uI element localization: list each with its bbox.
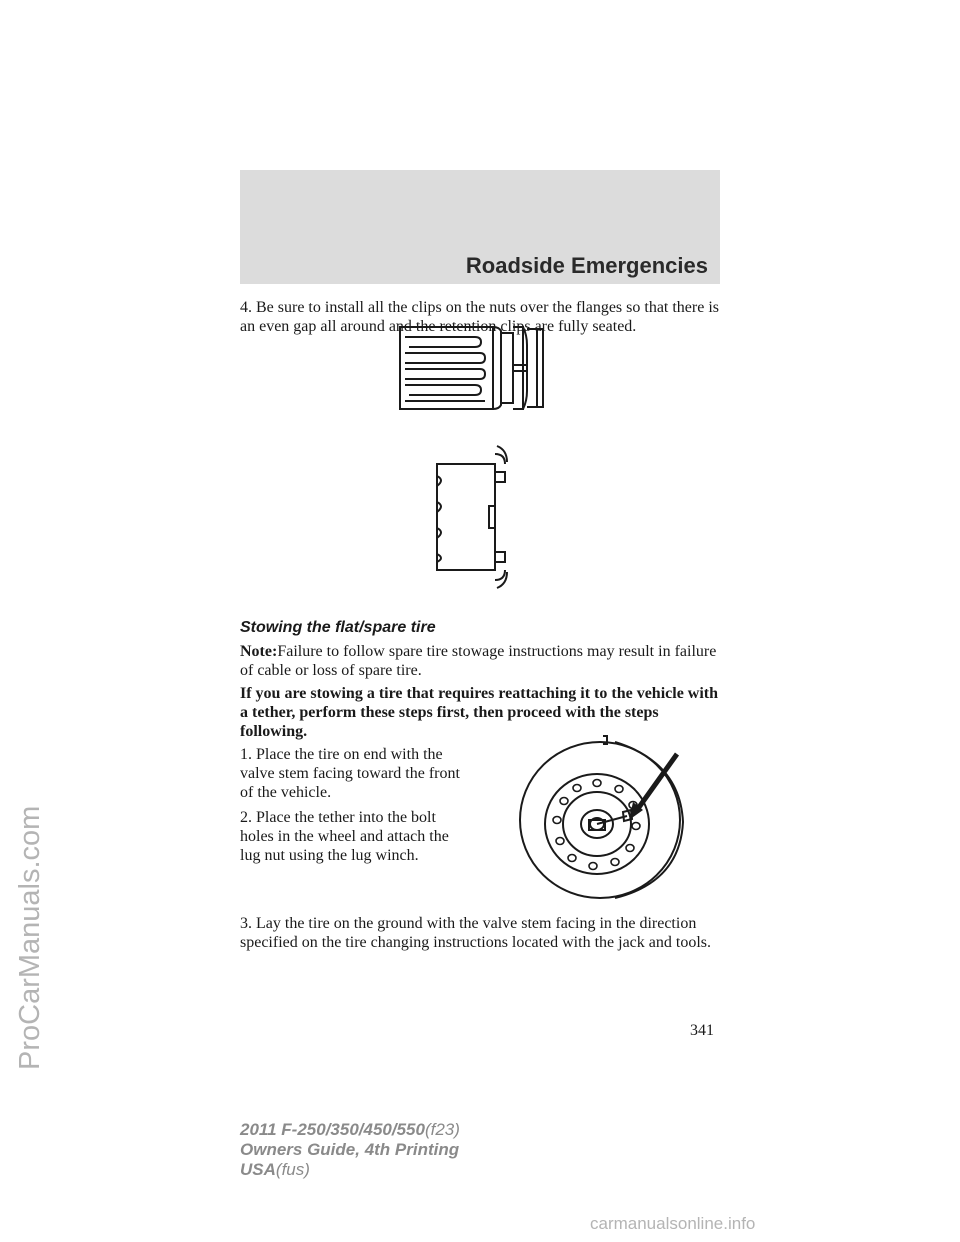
lug-nut-clip-section-illustration (425, 442, 525, 592)
header-band (240, 170, 720, 284)
side-watermark: ProCarManuals.com (14, 805, 46, 1070)
footer-region-code: (fus) (275, 1160, 310, 1179)
footer-line-3 (240, 1160, 460, 1180)
spare-tire-illustration (515, 732, 695, 902)
page-number: 341 (690, 1022, 714, 1039)
note-label: Note: (240, 643, 278, 660)
tether-instruction: If you are stowing a tire that requires reattaching it to the vehicle with a tether, perform these steps first, then proceed with the steps following. (240, 685, 719, 740)
note-paragraph (240, 642, 720, 680)
lug-nut-clip-side-illustration (395, 323, 550, 413)
note-text: Failure to follow spare tire stowage instructions may result in failure of cable or loss of spare tire. (240, 643, 717, 679)
footer-model-code: (f23) (424, 1120, 460, 1139)
footer-line-1 (240, 1120, 460, 1140)
step-1-text: 1. Place the tire on end with the valve stem facing toward the front of the vehicle. (240, 746, 460, 801)
subheading: Stowing the flat/spare tire (240, 619, 436, 636)
section-title: Roadside Emergencies (465, 253, 708, 278)
step-4-text: 4. Be sure to install all the clips on the nuts over the flanges so that there is an even gap all around and the retention clips are fully seated. (240, 299, 720, 335)
footer-model: 2011 F-250/350/450/550 (240, 1120, 425, 1139)
footer (240, 1120, 460, 1180)
footer-line-2: Owners Guide, 4th Printing (240, 1140, 460, 1159)
step-3-text: 3. Lay the tire on the ground with the valve stem facing in the direction specified on the tire changing instructions located with the jack and tools. (240, 915, 711, 951)
step-2-text: 2. Place the tether into the bolt holes in the wheel and attach the lug nut using the lug winch. (240, 809, 449, 864)
footer-region: USA (240, 1160, 276, 1179)
bottom-watermark: carmanualsonline.info (590, 1214, 756, 1233)
